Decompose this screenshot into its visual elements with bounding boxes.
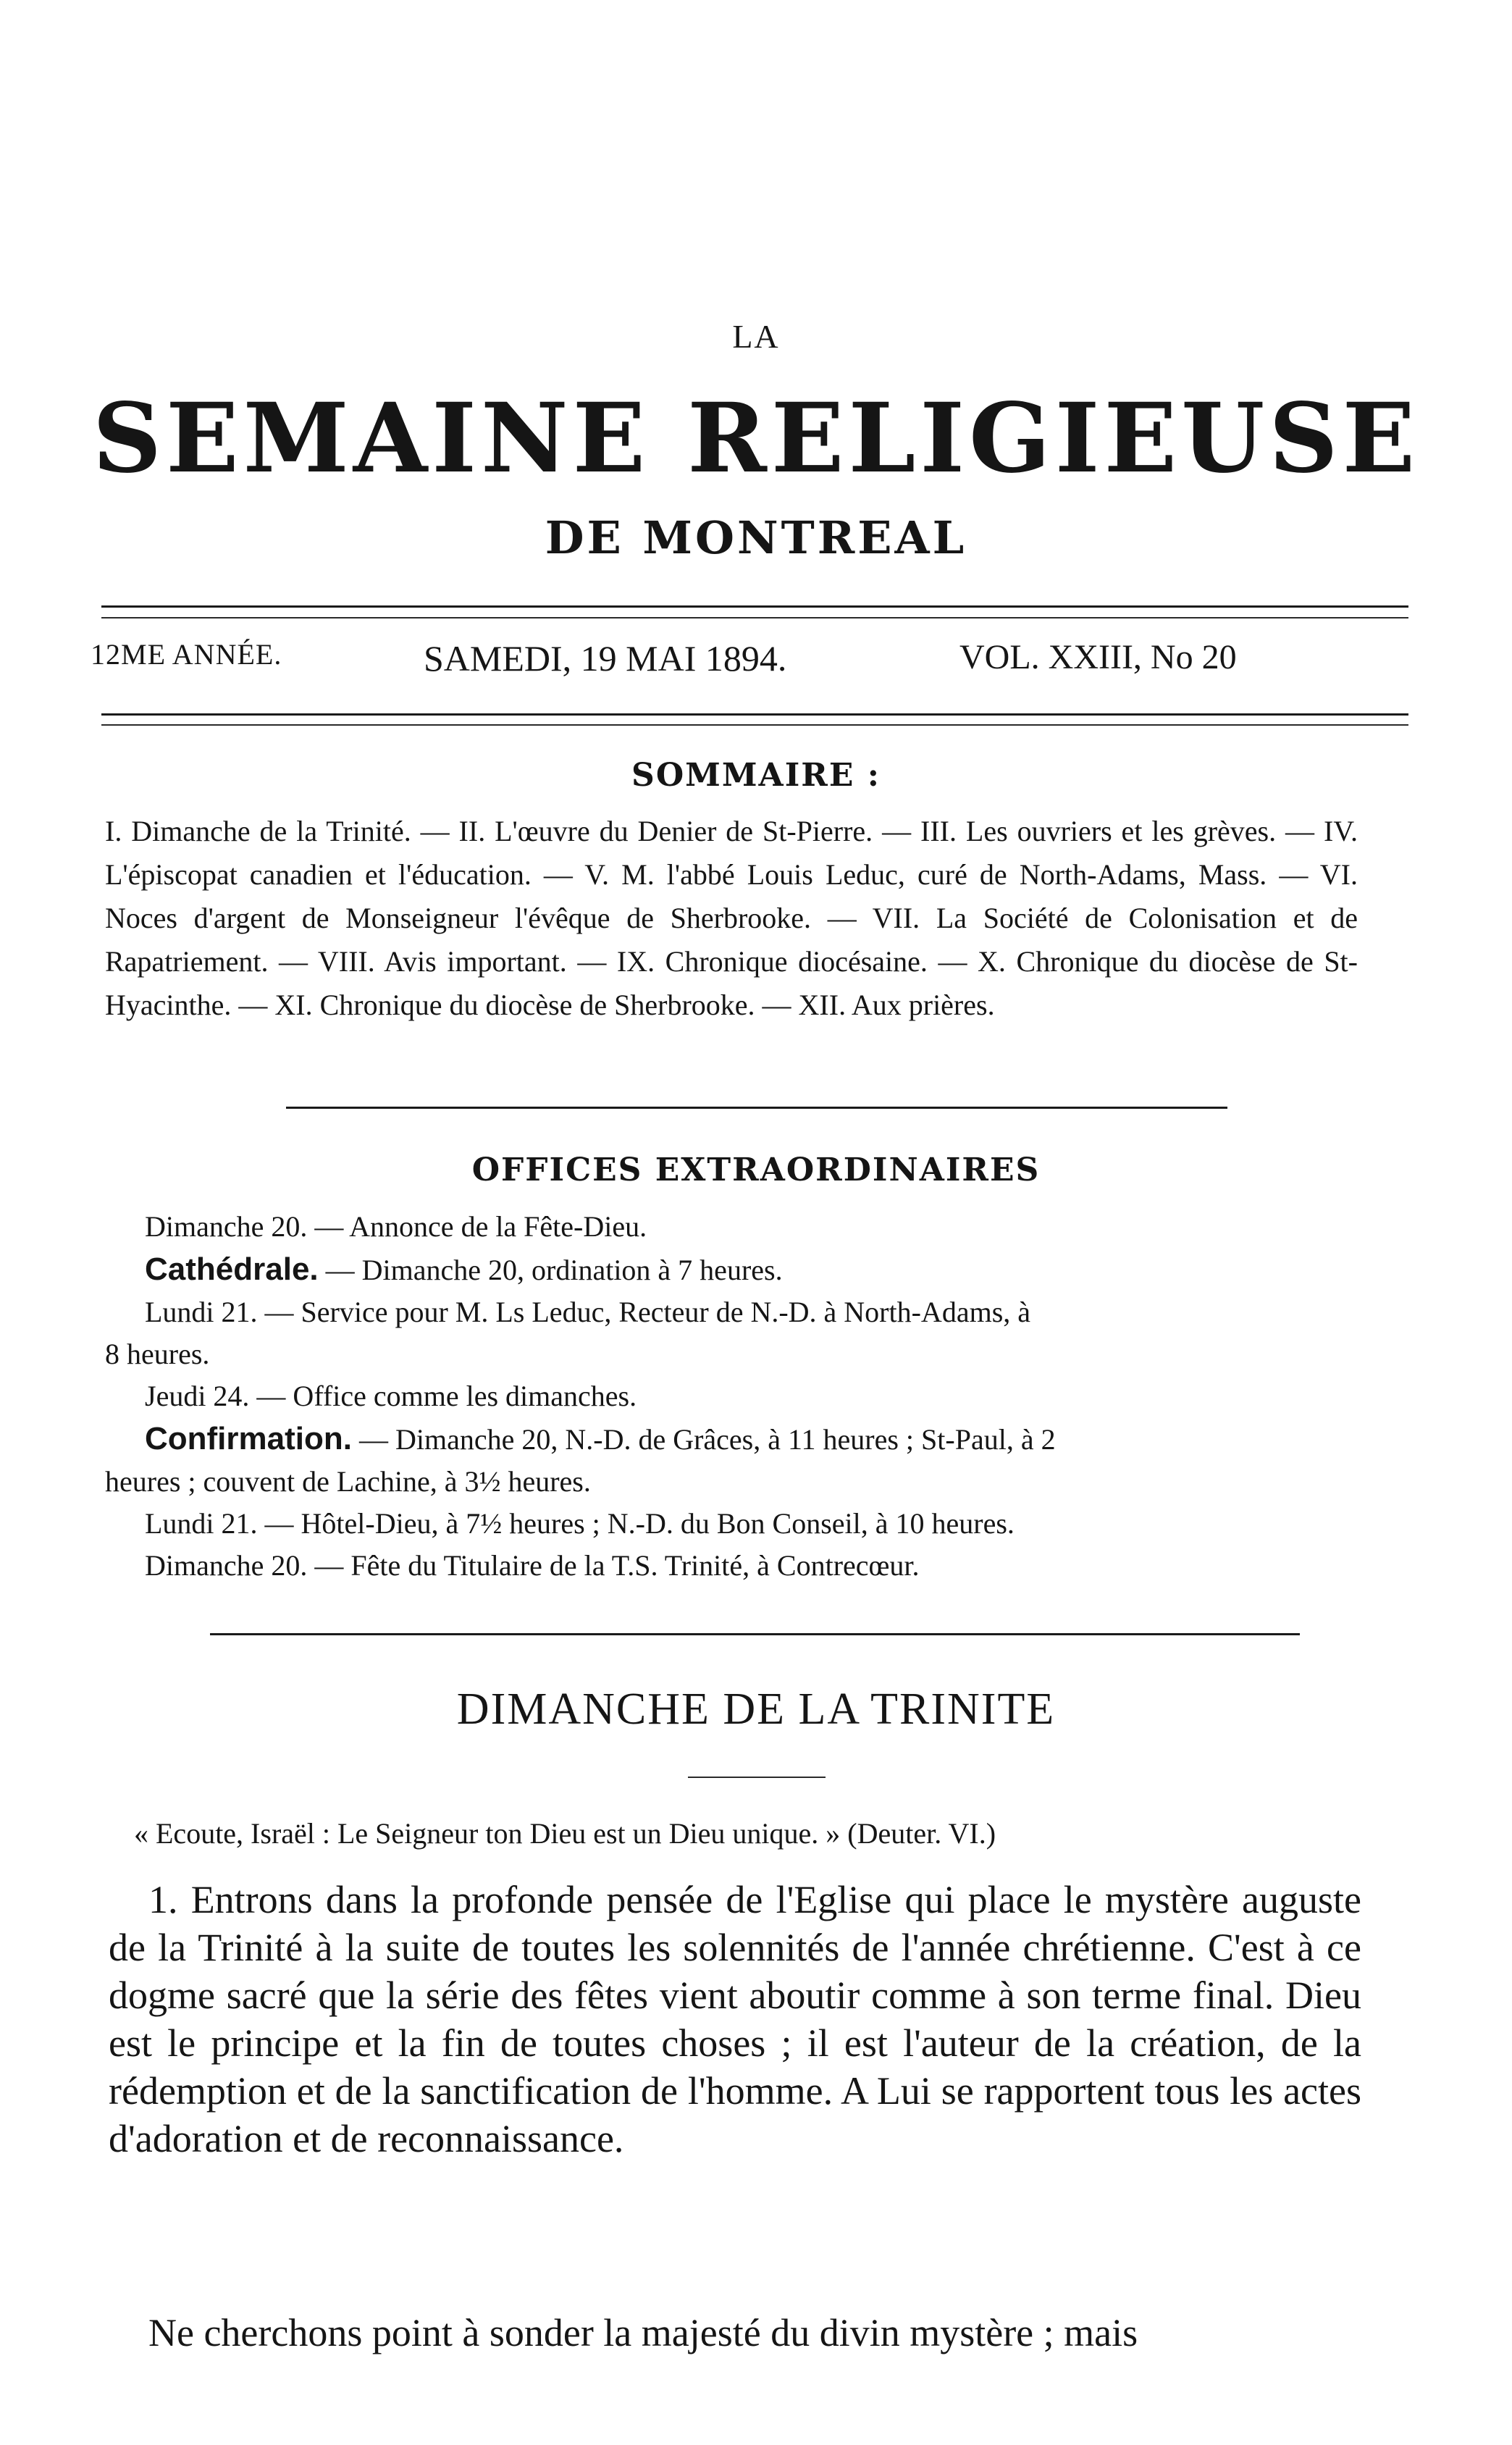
office-line-text: Jeudi 24. — Office comme les dimanches. [145, 1380, 637, 1412]
masthead-rule-top [101, 605, 1408, 608]
office-label: Cathédrale. [145, 1251, 319, 1287]
office-line [145, 1548, 920, 1582]
office-line-text: Dimanche 20. — Annonce de la Fête-Dieu. [145, 1210, 647, 1243]
article-title-rule [688, 1777, 826, 1778]
article-paragraph-2: Ne cherchons point à sonder la majesté du divin mystère ; mais [148, 2311, 1138, 2354]
offices-heading: OFFICES EXTRAORDINAIRES [471, 1152, 1041, 1188]
issue-rule-bottom [101, 713, 1408, 716]
office-line [145, 1421, 1056, 1457]
office-line-text: 8 heures. [105, 1338, 210, 1370]
office-line-text: heures ; couvent de Lachine, à 3½ heures. [105, 1465, 591, 1498]
sommaire-heading: SOMMAIRE : [631, 757, 881, 794]
office-line [105, 1337, 209, 1371]
office-line-text: Lundi 21. — Hôtel-Dieu, à 7½ heures ; N.-D. du Bon Conseil, à 10 heures. [145, 1507, 1015, 1540]
office-line-text: — Dimanche 20, N.-D. de Grâces, à 11 heures ; St-Paul, à 2 [351, 1423, 1056, 1456]
issue-year: 12ME ANNÉE. [91, 638, 282, 671]
office-line [105, 1464, 591, 1498]
masthead-rule-top-2 [101, 617, 1408, 618]
office-line [145, 1209, 647, 1244]
issue-volume: VOL. XXIII, No 20 [959, 638, 1237, 676]
article-epigraph: « Ecoute, Israël : Le Seigneur ton Dieu est un Dieu unique. » (Deuter. VI.) [134, 1817, 996, 1850]
office-label: Confirmation. [145, 1421, 352, 1456]
offices-rule [210, 1633, 1300, 1635]
office-line [145, 1379, 637, 1413]
sommaire-rule [286, 1107, 1227, 1109]
issue-rule-bottom-2 [101, 724, 1408, 726]
article-paragraph-1: 1. Entrons dans la profonde pensée de l'Eglise qui place le mystère auguste de la Trinité à la suite de toutes les solennités de l'année chrétienne. C'est à ce dogme sacré que la série des fêtes vient aboutir comme à son terme final. Dieu est le principe et la fin de toutes choses ; il est l'auteur de la création, de la rédemption et de la sanctification de l'homme. A Lui se rapportent tous les actes d'adoration et de reconnaissance. [109, 1878, 1361, 2160]
office-line [145, 1295, 1030, 1329]
masthead-subtitle: DE MONTREAL [545, 511, 967, 564]
masthead-title: SEMAINE RELIGIEUSE [92, 382, 1420, 495]
office-line [145, 1506, 1015, 1540]
office-line-text: — Dimanche 20, ordination à 7 heures. [318, 1254, 783, 1286]
masthead-article: LA [732, 318, 780, 355]
article-title: DIMANCHE DE LA TRINITE [456, 1685, 1056, 1734]
sommaire-text: I. Dimanche de la Trinité. — II. L'œuvre du Denier de St-Pierre. — III. Les ouvriers et les grèves. — IV. L'épiscopat canadien et l'éducation. — V. M. l'abbé Louis Leduc, curé de North-Adams, Mass. — VI. Noces d'argent de Monseigneur l'évêque de Sherbrooke. — VII. La Société de Colonisation et de Rapatriement. — VIII. Avis important. — IX. Chronique diocésaine. — X. Chronique du diocèse de St-Hyacinthe. — XI. Chronique du diocèse de Sherbrooke. — XII. Aux prières. [105, 815, 1358, 1021]
issue-date: SAMEDI, 19 MAI 1894. [424, 638, 787, 679]
office-line [145, 1251, 783, 1288]
office-line-text: Dimanche 20. — Fête du Titulaire de la T.S. Trinité, à Contrecœur. [145, 1549, 920, 1582]
office-line-text: Lundi 21. — Service pour M. Ls Leduc, Recteur de N.-D. à North-Adams, à [145, 1296, 1031, 1328]
